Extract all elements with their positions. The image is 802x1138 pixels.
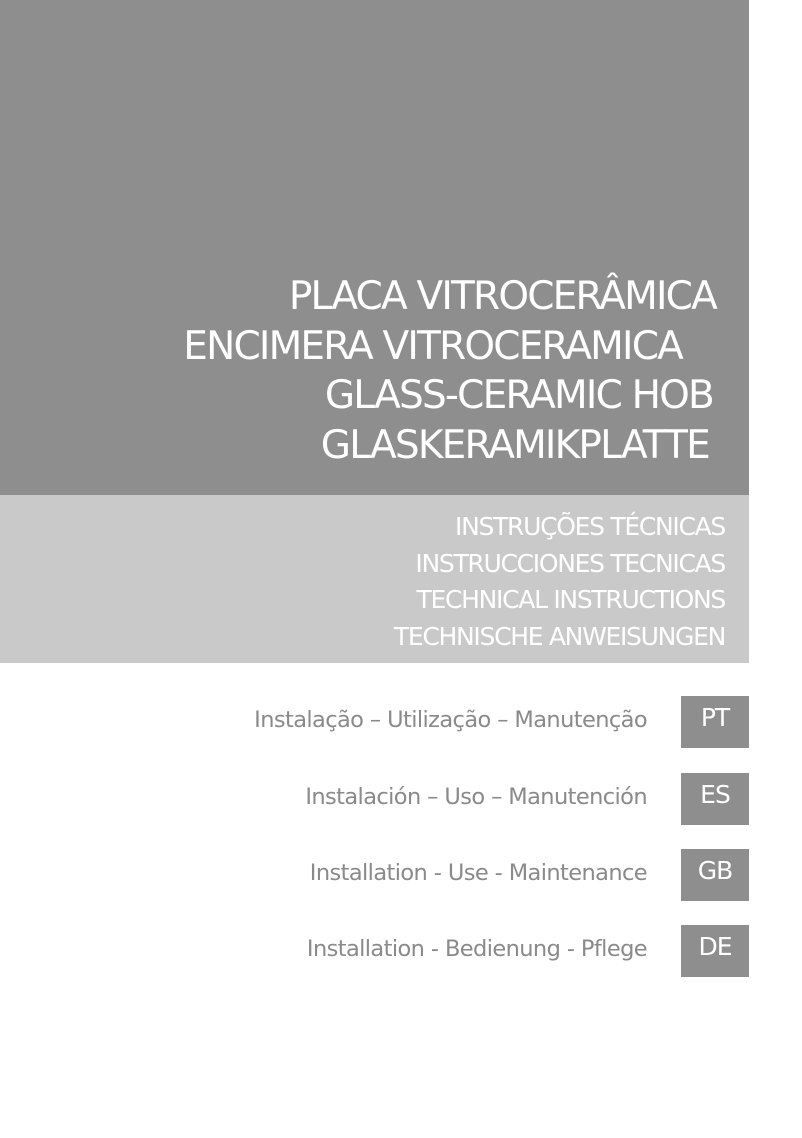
language-code-badge[interactable]: GB (681, 849, 749, 901)
language-code-badge[interactable]: ES (681, 773, 749, 825)
language-description: Instalação – Utilização – Manutenção (254, 707, 647, 733)
language-section-pt[interactable] (0, 696, 749, 748)
product-title-gb: GLASS-CERAMIC HOB (324, 373, 713, 418)
language-code-badge[interactable]: PT (681, 696, 749, 748)
instructions-title-pt: INSTRUÇÕES TÉCNICAS (455, 512, 725, 541)
language-description: Instalación – Uso – Manutención (305, 784, 647, 810)
instructions-title-es: INSTRUCCIONES TECNICAS (415, 548, 725, 578)
language-section-es[interactable] (0, 773, 749, 825)
instructions-title-block (394, 509, 725, 655)
language-description: Installation - Use - Maintenance (309, 860, 647, 886)
instructions-title-gb: TECHNICAL INSTRUCTIONS (416, 585, 725, 614)
product-title-de: GLASKERAMIKPLATTE (320, 422, 709, 468)
language-code-badge[interactable]: DE (681, 925, 749, 977)
language-section-de[interactable] (0, 925, 749, 977)
product-title-pt: PLACA VITROCERÂMICA (288, 274, 716, 319)
instructions-title-de: TECHNISCHE ANWEISUNGEN (393, 621, 725, 651)
language-description: Installation - Bedienung - Pflege (306, 936, 647, 962)
product-title-es: ENCIMERA VITROCERAMICA (183, 323, 682, 369)
language-section-gb[interactable] (0, 849, 749, 901)
product-title-block (183, 272, 716, 470)
